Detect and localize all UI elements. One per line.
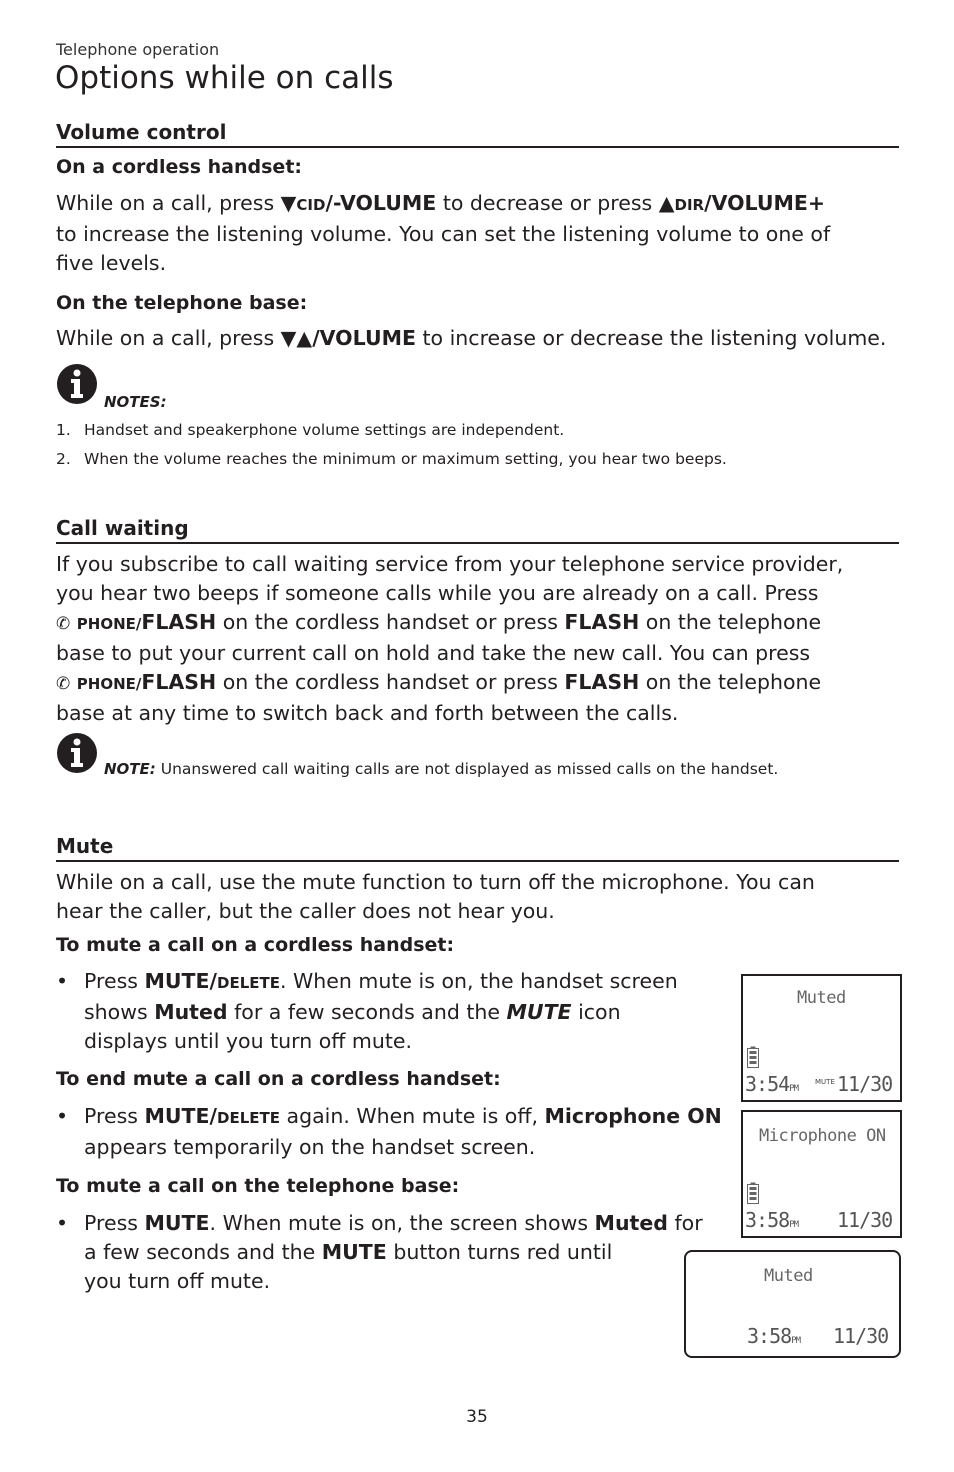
notes-label: NOTES:	[104, 393, 167, 411]
mute-paragraph: While on a call, use the mute function to turn off the microphone. You can hear the caller, but the caller does not hear you.	[56, 870, 815, 923]
handset-volume-paragraph: While on a call, press ▼CID/-VOLUME to decrease or press ▲DIR/VOLUME+ to increase the listening volume. You can set the listening volume to one of five levels.	[56, 191, 831, 275]
bullet-icon: •	[56, 969, 69, 993]
down-arrow-icon: ▼	[280, 191, 297, 215]
bullet-icon: •	[56, 1104, 69, 1128]
list-item: 2. When the volume reaches the minimum or maximum setting, you hear two beeps.	[56, 450, 727, 468]
base-subheading: On the telephone base:	[56, 292, 308, 314]
call-waiting-paragraph: If you subscribe to call waiting service from your telephone service provider, you hear two beeps if someone calls while you are already on a call. Press ✆ PHONE/FLASH on the cordless handset or press FLASH on the telephone base to put your current call on hold and take the new call. You can press ✆ PHONE/FLASH on the cordless handset or press FLASH on the telephone base at any time to switch back and forth between the calls.	[56, 552, 844, 725]
list-item: • Press MUTE. When mute is on, the screen shows Muted for a few seconds and the MUTE button turns red until you turn off mute.	[56, 1211, 703, 1293]
mute-handset-subheading: To mute a call on a cordless handset:	[56, 934, 455, 956]
list-item: • Press MUTE/DELETE. When mute is on, the handset screen shows Muted for a few seconds and the MUTE icon displays until you turn off mute.	[56, 969, 678, 1053]
handset-screen-muted: Muted 3:54PM MUTE 11/30	[741, 974, 902, 1102]
handset-screen-microphone-on: Microphone ON 3:58PM 11/30	[741, 1110, 902, 1238]
base-volume-paragraph: While on a call, press ▼▲/VOLUME to increase or decrease the listening volume.	[56, 326, 887, 350]
end-mute-subheading: To end mute a call on a cordless handset:	[56, 1068, 501, 1090]
handset-subheading: On a cordless handset:	[56, 156, 302, 178]
base-screen-muted: Muted 3:58PM 11/30	[684, 1250, 901, 1358]
info-icon	[57, 364, 97, 404]
section-kicker: Telephone operation	[56, 40, 220, 59]
mute-indicator: MUTE	[815, 1078, 835, 1086]
call-waiting-note: NOTE: Unanswered call waiting calls are not displayed as missed calls on the handset.	[104, 760, 779, 778]
battery-icon	[747, 1046, 759, 1068]
phone-icon: ✆	[56, 674, 71, 694]
mute-heading: Mute	[56, 834, 899, 862]
list-item: • Press MUTE/DELETE again. When mute is off, Microphone ON appears temporarily on the handset screen.	[56, 1104, 722, 1159]
mute-base-subheading: To mute a call on the telephone base:	[56, 1175, 460, 1197]
info-icon	[57, 733, 97, 773]
page-title: Options while on calls	[55, 60, 394, 96]
battery-icon	[747, 1182, 759, 1204]
page-number: 35	[466, 1407, 488, 1427]
up-arrow-icon: ▲	[658, 191, 675, 215]
phone-icon: ✆	[56, 614, 71, 634]
notes-list	[56, 416, 727, 474]
volume-heading: Volume control	[56, 120, 899, 148]
bullet-icon: •	[56, 1211, 69, 1235]
down-up-arrow-icon: ▼▲	[280, 326, 313, 350]
list-item: 1. Handset and speakerphone volume settings are independent.	[56, 421, 565, 439]
call-waiting-heading: Call waiting	[56, 516, 899, 544]
